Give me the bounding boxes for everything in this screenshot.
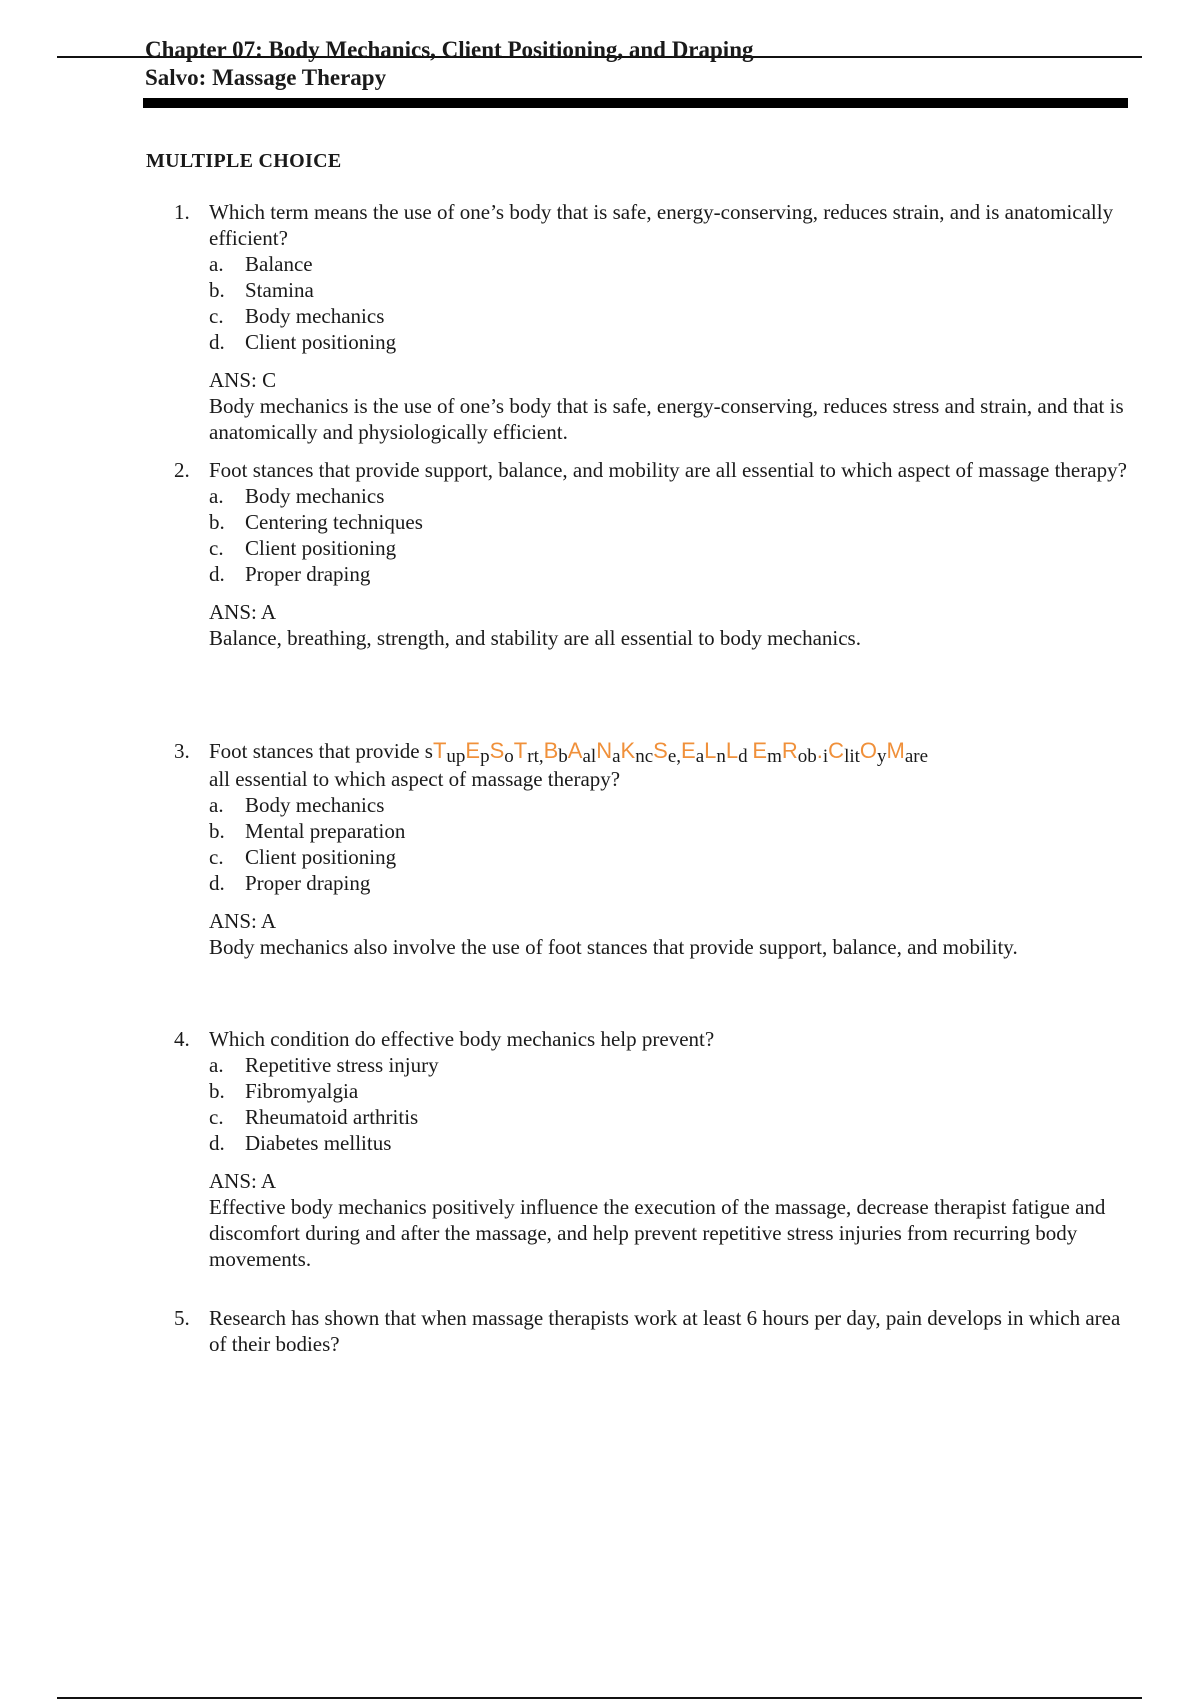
question-4 — [170, 1026, 1130, 1272]
document-header — [145, 36, 1130, 92]
watermark-letter: T — [513, 738, 528, 763]
answer-block — [170, 599, 1130, 651]
watermark-overlay — [432, 738, 929, 767]
question-stem — [170, 457, 1130, 483]
stem-fragment: o — [504, 746, 514, 767]
options-list — [170, 792, 1130, 896]
watermark-letter: E — [752, 738, 768, 763]
question-stem — [170, 738, 1130, 792]
watermark-letter: N — [596, 738, 613, 763]
option-a: a. Balance — [209, 252, 313, 276]
watermark-letter: L — [704, 738, 717, 763]
option-b: b. Centering techniques — [209, 510, 423, 534]
watermark-letter: S — [653, 738, 668, 763]
watermark-letter: O — [859, 738, 878, 763]
watermark-letter: E — [465, 738, 481, 763]
question-number: 2. — [174, 458, 190, 482]
question-number: 5. — [174, 1306, 190, 1330]
answer-key: ANS: C — [209, 368, 277, 392]
stem-fragment: are — [904, 746, 929, 767]
option-d: d. Proper draping — [209, 871, 371, 895]
question-text: all essential to which aspect of massage therapy? — [209, 767, 621, 791]
stem-fragment: al — [582, 746, 597, 767]
stem-fragment: i — [822, 746, 829, 767]
stem-fragment: up — [446, 746, 466, 767]
book-title: Salvo: Massage Therapy — [145, 65, 387, 90]
stem-fragment: nc — [635, 746, 654, 767]
watermark-letter: E — [681, 738, 696, 763]
watermark-letter: C — [828, 738, 845, 763]
option-b: b. Fibromyalgia — [209, 1079, 359, 1103]
chapter-title: Chapter 07: Body Mechanics, Client Positioning, and Draping — [145, 37, 754, 62]
question-number: 3. — [174, 739, 190, 763]
watermark-letter: K — [620, 738, 636, 763]
stem-fragment: ob — [797, 746, 817, 767]
question-text: Research has shown that when massage therapists work at least 6 hours per day, pain develops in which area of their bodies? — [209, 1306, 1121, 1356]
question-text-watermarked: Foot stances that provide sTupEpSoTrt,BbAalNaKncSe,EaLnLd EmRob.iClitOyMare — [209, 738, 929, 767]
option-d: d. Proper draping — [209, 562, 371, 586]
option-a: a. Repetitive stress injury — [209, 1053, 439, 1077]
stem-fragment: p — [480, 746, 490, 767]
watermark-letter: T — [432, 738, 447, 763]
answer-block — [170, 367, 1130, 445]
option-c: c. Rheumatoid arthritis — [209, 1105, 419, 1129]
stem-fragment: y — [877, 746, 887, 767]
answer-rationale: Effective body mechanics positively influence the execution of the massage, decrease therapist fatigue and discomfort during and after the massage, and help prevent repetitive stress injuries from recurring body movements. — [209, 1195, 1106, 1271]
watermark-letter: B — [543, 738, 559, 763]
options-list — [170, 251, 1130, 355]
footer-rule — [57, 1697, 1142, 1699]
section-title: MULTIPLE CHOICE — [146, 150, 342, 172]
watermark-letter: M — [886, 738, 905, 763]
answer-key: ANS: A — [209, 909, 277, 933]
stem-fragment: a — [695, 746, 705, 767]
answer-block — [170, 1168, 1130, 1272]
header-thick-rule — [143, 98, 1128, 108]
question-number: 4. — [174, 1027, 190, 1051]
watermark-letter: A — [567, 738, 583, 763]
question-stem — [170, 1305, 1130, 1357]
option-c: c. Client positioning — [209, 536, 397, 560]
option-d: d. Diabetes mellitus — [209, 1131, 392, 1155]
question-number: 1. — [174, 200, 190, 224]
answer-rationale: Body mechanics also involve the use of foot stances that provide support, balance, and mobility. — [209, 935, 1018, 959]
answer-rationale: Balance, breathing, strength, and stability are all essential to body mechanics. — [209, 626, 861, 650]
stem-fragment: n — [716, 746, 726, 767]
stem-fragment: b — [558, 746, 568, 767]
question-2 — [170, 457, 1130, 651]
option-c: c. Client positioning — [209, 845, 397, 869]
question-text: Which term means the use of one’s body that is safe, energy-conserving, reduces strain, and is anatomically efficient? — [209, 200, 1114, 250]
options-list — [170, 1052, 1130, 1156]
option-b: b. Mental preparation — [209, 819, 406, 843]
option-c: c. Body mechanics — [209, 304, 385, 328]
stem-fragment: a — [612, 746, 621, 767]
option-a: a. Body mechanics — [209, 793, 385, 817]
answer-key: ANS: A — [209, 1169, 277, 1193]
question-text: Which condition do effective body mechanics help prevent? — [209, 1027, 715, 1051]
answer-rationale: Body mechanics is the use of one’s body that is safe, energy-conserving, reduces stress and strain, and that is anatomically and physiologically efficient. — [209, 394, 1124, 444]
stem-fragment: m — [767, 746, 782, 767]
watermark-letter: . — [816, 738, 823, 763]
watermark-letter: L — [725, 738, 739, 763]
question-stem — [170, 1026, 1130, 1052]
options-list — [170, 483, 1130, 587]
watermark-letter: R — [781, 738, 798, 763]
stem-fragment: lit — [844, 746, 860, 767]
answer-block — [170, 908, 1130, 960]
question-3 — [170, 738, 1130, 960]
stem-fragment: rt, — [527, 746, 544, 767]
question-stem — [170, 199, 1130, 251]
answer-key: ANS: A — [209, 600, 277, 624]
option-d: d. Client positioning — [209, 330, 397, 354]
question-text: Foot stances that provide support, balance, and mobility are all essential to which aspect of massage therapy? — [209, 458, 1127, 482]
question-5 — [170, 1305, 1130, 1357]
stem-fragment: d — [738, 746, 753, 767]
question-1 — [170, 199, 1130, 445]
option-a: a. Body mechanics — [209, 484, 385, 508]
option-b: b. Stamina — [209, 278, 314, 302]
stem-fragment: e, — [667, 746, 682, 767]
watermark-letter: S — [489, 738, 505, 763]
